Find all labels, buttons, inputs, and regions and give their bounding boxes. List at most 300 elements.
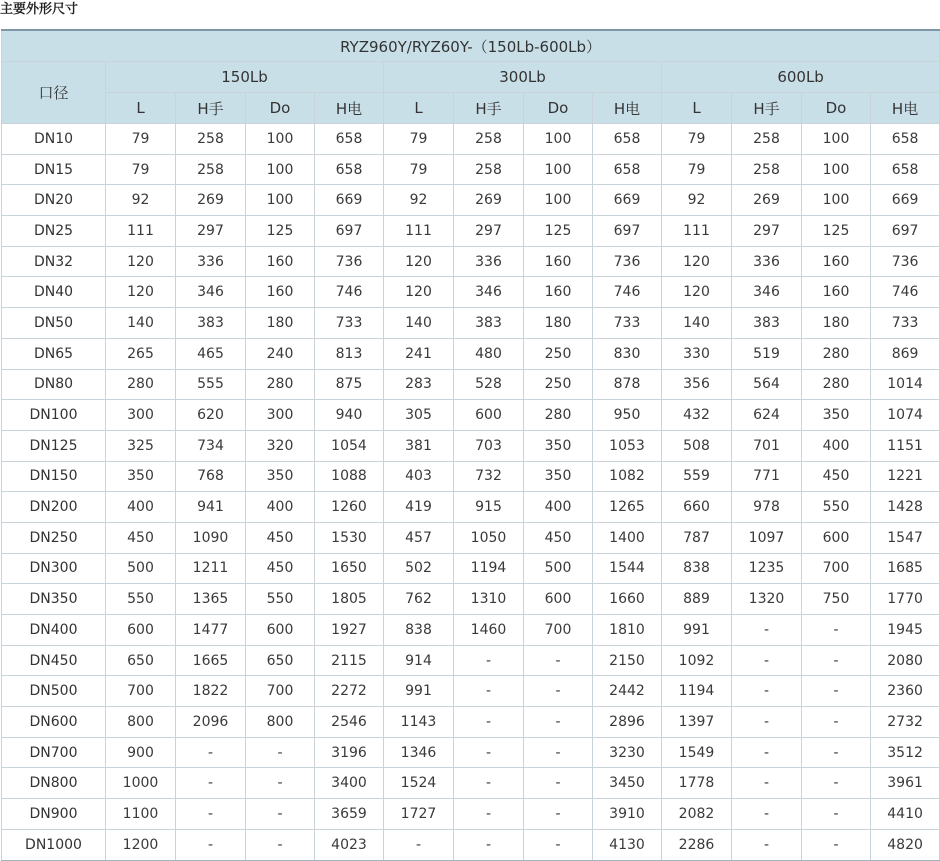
dimension-cell: 160 <box>524 277 593 308</box>
dimension-cell: 1090 <box>176 522 246 553</box>
dimension-cell: 465 <box>176 338 246 369</box>
sub-column-row <box>2 93 940 124</box>
diameter-cell: DN80 <box>2 369 106 400</box>
dimension-cell: 79 <box>384 154 454 185</box>
dimension-cell: - <box>802 707 871 738</box>
dimension-cell: 4130 <box>593 829 662 860</box>
dimension-cell: - <box>732 676 802 707</box>
dimension-cell: 1053 <box>593 430 662 461</box>
dimension-cell: 732 <box>454 461 524 492</box>
dimension-cell: 1685 <box>871 553 940 584</box>
dimension-cell: 600 <box>246 615 315 646</box>
dimension-cell: 140 <box>662 308 732 339</box>
table-row <box>2 277 940 308</box>
dimension-cell: 1945 <box>871 615 940 646</box>
dimension-cell: 700 <box>106 676 176 707</box>
group-header-600lb: 600Lb <box>662 62 940 93</box>
diameter-cell: DN25 <box>2 216 106 247</box>
dimension-cell: 658 <box>593 154 662 185</box>
dimension-cell: - <box>732 829 802 860</box>
dimension-cell: 1097 <box>732 522 802 553</box>
dimension-cell: 79 <box>662 154 732 185</box>
dimension-cell: 92 <box>662 185 732 216</box>
dimension-cell: - <box>802 799 871 830</box>
dimension-cell: 1100 <box>106 799 176 830</box>
diameter-cell: DN100 <box>2 400 106 431</box>
dimension-cell: 269 <box>176 185 246 216</box>
dimension-cell: 762 <box>384 584 454 615</box>
dimension-cell: 336 <box>732 246 802 277</box>
dimension-cell: 120 <box>384 277 454 308</box>
table-row <box>2 338 940 369</box>
dimension-cell: 381 <box>384 430 454 461</box>
dimension-cell: 180 <box>246 308 315 339</box>
dimension-cell: 450 <box>802 461 871 492</box>
table-row <box>2 584 940 615</box>
dimension-cell: 419 <box>384 492 454 523</box>
dimension-cell: 350 <box>802 400 871 431</box>
dimension-cell: 4023 <box>315 829 384 860</box>
dimension-cell: 830 <box>593 338 662 369</box>
dimension-cell: 1460 <box>454 615 524 646</box>
dimension-cell: 650 <box>246 645 315 676</box>
dimension-cell: 2150 <box>593 645 662 676</box>
dimension-cell: 346 <box>454 277 524 308</box>
dimension-cell: 1000 <box>106 768 176 799</box>
dimension-cell: - <box>384 829 454 860</box>
table-row <box>2 707 940 738</box>
dimension-cell: 79 <box>662 124 732 155</box>
dimension-cell: 869 <box>871 338 940 369</box>
diameter-cell: DN600 <box>2 707 106 738</box>
dimension-cell: 180 <box>802 308 871 339</box>
dimension-cell: 736 <box>593 246 662 277</box>
dimension-cell: 120 <box>662 246 732 277</box>
dimension-cell: 140 <box>106 308 176 339</box>
table-row <box>2 737 940 768</box>
dimension-cell: 500 <box>106 553 176 584</box>
row-header-diameter: 口径 <box>2 62 106 124</box>
table-row <box>2 185 940 216</box>
diameter-cell: DN500 <box>2 676 106 707</box>
group-header-300lb: 300Lb <box>384 62 662 93</box>
table-row <box>2 430 940 461</box>
dimension-cell: 1727 <box>384 799 454 830</box>
dimension-cell: 258 <box>454 154 524 185</box>
dimension-cell: 100 <box>802 124 871 155</box>
dimension-cell: 1544 <box>593 553 662 584</box>
dimension-cell: - <box>454 707 524 738</box>
dimension-cell: 100 <box>524 154 593 185</box>
dimension-table <box>1 29 940 861</box>
dimension-cell: 1320 <box>732 584 802 615</box>
dimension-cell: 600 <box>106 615 176 646</box>
dimension-cell: 750 <box>802 584 871 615</box>
table-row <box>2 216 940 247</box>
dimension-cell: 269 <box>732 185 802 216</box>
dimension-cell: 703 <box>454 430 524 461</box>
dimension-cell: 1665 <box>176 645 246 676</box>
dimension-cell: 1650 <box>315 553 384 584</box>
dimension-cell: 300 <box>246 400 315 431</box>
dimension-cell: 100 <box>802 154 871 185</box>
dimension-cell: 950 <box>593 400 662 431</box>
dimension-cell: 92 <box>106 185 176 216</box>
dimension-cell: 280 <box>246 369 315 400</box>
dimension-cell: - <box>524 768 593 799</box>
dimension-cell: 669 <box>871 185 940 216</box>
dimension-cell: - <box>246 768 315 799</box>
dimension-cell: - <box>802 615 871 646</box>
dimension-cell: 140 <box>384 308 454 339</box>
diameter-cell: DN400 <box>2 615 106 646</box>
dimension-cell: 1260 <box>315 492 384 523</box>
table-row <box>2 676 940 707</box>
dimension-cell: 700 <box>802 553 871 584</box>
dimension-cell: - <box>524 645 593 676</box>
dimension-cell: - <box>246 799 315 830</box>
dimension-cell: 838 <box>384 615 454 646</box>
dimension-cell: - <box>176 768 246 799</box>
dimension-cell: 297 <box>454 216 524 247</box>
dimension-cell: 330 <box>662 338 732 369</box>
dimension-cell: - <box>524 707 593 738</box>
dimension-cell: 1054 <box>315 430 384 461</box>
diameter-cell: DN150 <box>2 461 106 492</box>
dimension-cell: 2082 <box>662 799 732 830</box>
dimension-cell: 1014 <box>871 369 940 400</box>
dimension-cell: 450 <box>246 522 315 553</box>
dimension-cell: - <box>524 799 593 830</box>
diameter-cell: DN32 <box>2 246 106 277</box>
column-header-h-manual: H手 <box>732 93 802 124</box>
dimension-cell: 1365 <box>176 584 246 615</box>
dimension-cell: - <box>732 707 802 738</box>
dimension-cell: 250 <box>524 338 593 369</box>
dimension-cell: 746 <box>871 277 940 308</box>
dimension-cell: - <box>176 737 246 768</box>
dimension-cell: 1074 <box>871 400 940 431</box>
dimension-cell: 160 <box>524 246 593 277</box>
dimension-cell: 941 <box>176 492 246 523</box>
dimension-cell: 325 <box>106 430 176 461</box>
dimension-cell: 701 <box>732 430 802 461</box>
dimension-cell: 733 <box>315 308 384 339</box>
dimension-cell: 356 <box>662 369 732 400</box>
dimension-cell: 336 <box>176 246 246 277</box>
dimension-cell: 120 <box>662 277 732 308</box>
dimension-cell: 669 <box>593 185 662 216</box>
dimension-cell: 813 <box>315 338 384 369</box>
dimension-cell: 3450 <box>593 768 662 799</box>
dimension-cell: - <box>454 829 524 860</box>
dimension-cell: 120 <box>106 246 176 277</box>
dimension-cell: 79 <box>106 154 176 185</box>
dimension-cell: 3659 <box>315 799 384 830</box>
dimension-cell: 736 <box>315 246 384 277</box>
diameter-cell: DN125 <box>2 430 106 461</box>
dimension-cell: 350 <box>524 430 593 461</box>
dimension-cell: 1221 <box>871 461 940 492</box>
dimension-cell: 1211 <box>176 553 246 584</box>
dimension-cell: - <box>802 676 871 707</box>
dimension-cell: 658 <box>593 124 662 155</box>
pressure-group-row <box>2 62 940 93</box>
dimension-cell: 346 <box>732 277 802 308</box>
dimension-cell: 400 <box>524 492 593 523</box>
dimension-cell: 2732 <box>871 707 940 738</box>
dimension-cell: 450 <box>106 522 176 553</box>
dimension-cell: 346 <box>176 277 246 308</box>
dimension-cell: 125 <box>246 216 315 247</box>
dimension-cell: 991 <box>662 615 732 646</box>
dimension-cell: - <box>454 799 524 830</box>
dimension-cell: 111 <box>106 216 176 247</box>
diameter-cell: DN50 <box>2 308 106 339</box>
dimension-cell: - <box>454 768 524 799</box>
dimension-cell: 100 <box>802 185 871 216</box>
dimension-cell: 258 <box>732 154 802 185</box>
dimension-cell: 2442 <box>593 676 662 707</box>
dimension-cell: 650 <box>106 645 176 676</box>
dimension-cell: 1310 <box>454 584 524 615</box>
dimension-cell: 1805 <box>315 584 384 615</box>
dimension-cell: 519 <box>732 338 802 369</box>
diameter-cell: DN900 <box>2 799 106 830</box>
column-header-h-electric: H电 <box>593 93 662 124</box>
dimension-cell: 838 <box>662 553 732 584</box>
dimension-cell: 733 <box>871 308 940 339</box>
dimension-cell: 400 <box>246 492 315 523</box>
table-row <box>2 154 940 185</box>
dimension-cell: 734 <box>176 430 246 461</box>
table-header <box>2 30 940 124</box>
dimension-cell: 508 <box>662 430 732 461</box>
dimension-cell: 1547 <box>871 522 940 553</box>
dimension-cell: 559 <box>662 461 732 492</box>
dimension-cell: 658 <box>871 124 940 155</box>
dimension-cell: 697 <box>871 216 940 247</box>
table-row <box>2 615 940 646</box>
dimension-cell: 432 <box>662 400 732 431</box>
page-title: 主要外形尺寸 <box>0 2 79 17</box>
dimension-cell: 889 <box>662 584 732 615</box>
table-row <box>2 400 940 431</box>
dimension-cell: 700 <box>524 615 593 646</box>
column-header-l: L <box>384 93 454 124</box>
dimension-cell: 250 <box>524 369 593 400</box>
dimension-cell: 1194 <box>662 676 732 707</box>
column-header-l: L <box>662 93 732 124</box>
diameter-cell: DN700 <box>2 737 106 768</box>
dimension-cell: - <box>732 737 802 768</box>
dimension-cell: 600 <box>802 522 871 553</box>
table-row <box>2 308 940 339</box>
diameter-cell: DN300 <box>2 553 106 584</box>
dimension-cell: - <box>732 768 802 799</box>
dimension-cell: 1778 <box>662 768 732 799</box>
dimension-cell: 1265 <box>593 492 662 523</box>
dimension-cell: 1235 <box>732 553 802 584</box>
dimension-cell: - <box>524 676 593 707</box>
dimension-cell: 457 <box>384 522 454 553</box>
dimension-cell: 2546 <box>315 707 384 738</box>
dimension-cell: 100 <box>246 124 315 155</box>
dimension-cell: 269 <box>454 185 524 216</box>
dimension-cell: 2115 <box>315 645 384 676</box>
dimension-cell: - <box>246 829 315 860</box>
dimension-cell: 320 <box>246 430 315 461</box>
dimension-cell: - <box>802 768 871 799</box>
dimension-cell: 120 <box>106 277 176 308</box>
dimension-cell: 125 <box>524 216 593 247</box>
table-row <box>2 768 940 799</box>
dimension-cell: 900 <box>106 737 176 768</box>
dimension-cell: 736 <box>871 246 940 277</box>
dimension-cell: 528 <box>454 369 524 400</box>
dimension-cell: 1477 <box>176 615 246 646</box>
dimension-cell: 658 <box>871 154 940 185</box>
dimension-cell: 733 <box>593 308 662 339</box>
dimension-cell: 800 <box>246 707 315 738</box>
diameter-cell: DN200 <box>2 492 106 523</box>
dimension-cell: 768 <box>176 461 246 492</box>
dimension-cell: 550 <box>106 584 176 615</box>
dimension-cell: 914 <box>384 645 454 676</box>
column-header-h-electric: H电 <box>871 93 940 124</box>
dimension-cell: 600 <box>524 584 593 615</box>
column-header-h-electric: H电 <box>315 93 384 124</box>
dimension-cell: 658 <box>315 154 384 185</box>
dimension-cell: 564 <box>732 369 802 400</box>
table-title: RYZ960Y/RYZ60Y-（150Lb-600Lb） <box>2 30 940 62</box>
dimension-cell: 336 <box>454 246 524 277</box>
dimension-cell: 111 <box>384 216 454 247</box>
dimension-cell: 100 <box>246 185 315 216</box>
dimension-cell: 746 <box>315 277 384 308</box>
dimension-cell: 300 <box>106 400 176 431</box>
dimension-cell: 100 <box>246 154 315 185</box>
dimension-cell: 100 <box>524 124 593 155</box>
dimension-cell: 350 <box>246 461 315 492</box>
dimension-cell: 555 <box>176 369 246 400</box>
table-row <box>2 829 940 860</box>
dimension-cell: - <box>524 829 593 860</box>
dimension-cell: 403 <box>384 461 454 492</box>
dimension-cell: 669 <box>315 185 384 216</box>
dimension-cell: 120 <box>384 246 454 277</box>
dimension-cell: 240 <box>246 338 315 369</box>
dimension-cell: 1346 <box>384 737 454 768</box>
dimension-cell: - <box>524 737 593 768</box>
dimension-cell: 1194 <box>454 553 524 584</box>
diameter-cell: DN65 <box>2 338 106 369</box>
column-header-l: L <box>106 93 176 124</box>
dimension-cell: 1770 <box>871 584 940 615</box>
dimension-cell: 4410 <box>871 799 940 830</box>
diameter-cell: DN10 <box>2 124 106 155</box>
table-row <box>2 369 940 400</box>
column-header-do: Do <box>524 93 593 124</box>
dimension-cell: 915 <box>454 492 524 523</box>
dimension-cell: 258 <box>454 124 524 155</box>
dimension-cell: 620 <box>176 400 246 431</box>
column-header-h-manual: H手 <box>454 93 524 124</box>
dimension-cell: 383 <box>176 308 246 339</box>
dimension-cell: 1082 <box>593 461 662 492</box>
dimension-cell: 624 <box>732 400 802 431</box>
group-header-150lb: 150Lb <box>106 62 384 93</box>
dimension-cell: 978 <box>732 492 802 523</box>
dimension-cell: 1927 <box>315 615 384 646</box>
dimension-cell: - <box>454 676 524 707</box>
dimension-cell: 160 <box>802 277 871 308</box>
dimension-cell: 3512 <box>871 737 940 768</box>
dimension-cell: 787 <box>662 522 732 553</box>
column-header-do: Do <box>802 93 871 124</box>
table-row <box>2 522 940 553</box>
diameter-cell: DN800 <box>2 768 106 799</box>
dimension-cell: - <box>176 829 246 860</box>
dimension-cell: 400 <box>802 430 871 461</box>
diameter-cell: DN450 <box>2 645 106 676</box>
diameter-cell: DN40 <box>2 277 106 308</box>
dimension-cell: 350 <box>106 461 176 492</box>
diameter-cell: DN1000 <box>2 829 106 860</box>
dimension-cell: 3910 <box>593 799 662 830</box>
dimension-cell: 500 <box>524 553 593 584</box>
dimension-cell: 2080 <box>871 645 940 676</box>
dimension-cell: 502 <box>384 553 454 584</box>
dimension-cell: 350 <box>524 461 593 492</box>
dimension-cell: 771 <box>732 461 802 492</box>
column-header-do: Do <box>246 93 315 124</box>
dimension-cell: 79 <box>384 124 454 155</box>
dimension-cell: 658 <box>315 124 384 155</box>
dimension-cell: 180 <box>524 308 593 339</box>
dimension-cell: 2360 <box>871 676 940 707</box>
dimension-cell: 125 <box>802 216 871 247</box>
dimension-cell: 875 <box>315 369 384 400</box>
dimension-cell: 297 <box>732 216 802 247</box>
dimension-cell: - <box>802 829 871 860</box>
dimension-cell: 450 <box>524 522 593 553</box>
dimension-cell: 2096 <box>176 707 246 738</box>
table-row <box>2 246 940 277</box>
dimension-cell: 283 <box>384 369 454 400</box>
dimension-cell: 1088 <box>315 461 384 492</box>
dimension-cell: 3196 <box>315 737 384 768</box>
dimension-cell: 697 <box>593 216 662 247</box>
dimension-cell: 3230 <box>593 737 662 768</box>
dimension-cell: 92 <box>384 185 454 216</box>
dimension-cell: 160 <box>246 246 315 277</box>
dimension-cell: 1143 <box>384 707 454 738</box>
dimension-cell: 305 <box>384 400 454 431</box>
dimension-cell: 480 <box>454 338 524 369</box>
dimension-cell: 258 <box>732 124 802 155</box>
dimension-cell: 2896 <box>593 707 662 738</box>
diameter-cell: DN250 <box>2 522 106 553</box>
dimension-cell: 79 <box>106 124 176 155</box>
dimension-cell: 241 <box>384 338 454 369</box>
diameter-cell: DN15 <box>2 154 106 185</box>
dimension-cell: 3961 <box>871 768 940 799</box>
dimension-cell: 258 <box>176 124 246 155</box>
dimension-cell: - <box>802 645 871 676</box>
dimension-cell: 746 <box>593 277 662 308</box>
dimension-cell: 1549 <box>662 737 732 768</box>
